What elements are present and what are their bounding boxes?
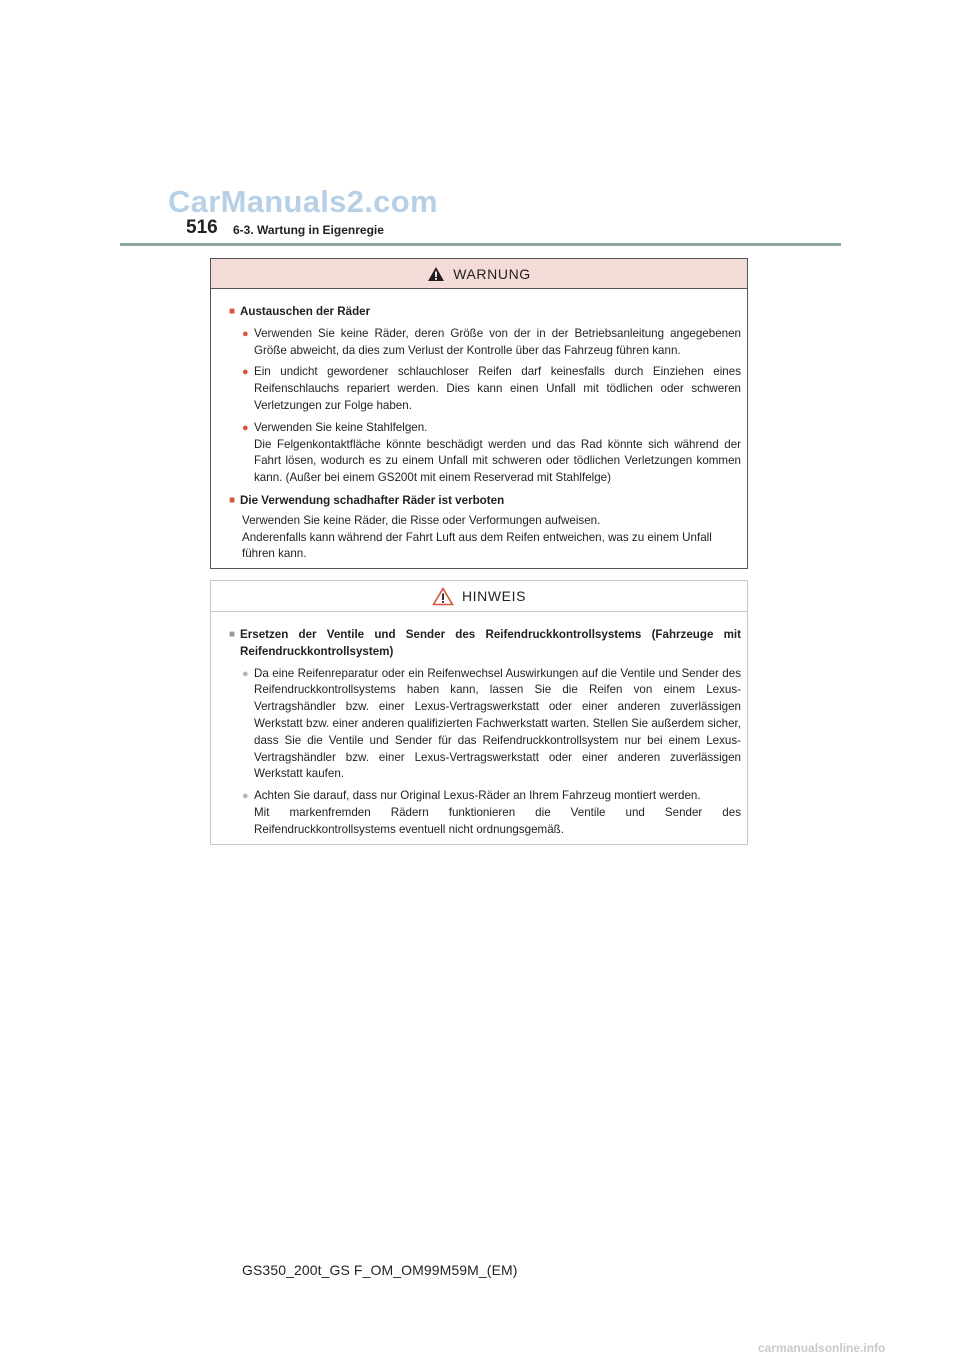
document-code: GS350_200t_GS F_OM_OM99M59M_(EM) (242, 1262, 518, 1278)
notice-body (211, 612, 747, 839)
list-item-lead: Verwenden Sie keine Stahlfelgen. (254, 420, 428, 434)
section-heading: ■ Ersetzen der Ventile und Sender des Reifendruckkontrollsystems (Fahrzeuge mit Reifendruckkontrollsystem) (229, 627, 741, 661)
list-item-lead: Achten Sie darauf, dass nur Original Lexus-Räder an Ihrem Fahrzeug montiert werden. (254, 789, 701, 803)
round-bullet-icon: ● (242, 327, 249, 340)
section-heading: ■ Die Verwendung schadhafter Räder ist verboten (229, 493, 741, 510)
square-bullet-icon: ■ (229, 629, 236, 640)
list-item (229, 788, 741, 838)
paragraph: Anderenfalls kann während der Fahrt Luft aus dem Reifen entweichen, was zu einem Unfall führen kann. (242, 530, 712, 561)
list-item: ● Ein undicht gewordener schlauchloser Reifen darf keinesfalls durch Einziehen eines Reifenschlauchs repariert werden. Dies kann einen Unfall mit tödlichen oder schweren Verletzungen zur Folge haben. (229, 364, 741, 414)
section-heading: ■ Austauschen der Räder (229, 304, 741, 321)
header-rule (120, 243, 841, 246)
round-bullet-icon: ● (242, 366, 249, 379)
round-bullet-icon: ● (242, 667, 249, 680)
list-item-detail: Die Felgenkontaktfläche könnte beschädigt werden und das Rad könnte sich während der Fahrt lösen, wodurch es zu einem Unfall mit schweren oder tödlichen Verletzungen kommen kann. (Außer bei einem GS200t mit einem Reserverad mit Stahlfelge) (254, 437, 741, 485)
section-title: 6-3. Wartung in Eigenregie (233, 223, 384, 237)
list-item: ● Da eine Reifenreparatur oder ein Reifenwechsel Auswirkungen auf die Ventile und Sender des Reifendruckkontrollsystems haben kann, lassen Sie die Reifen von einem Lexus-Vertragshändler bzw. einer Lexus-Vertragswerkstatt oder einer anderen zuverlässigen Werkstatt bzw. einer anderen qualifizierten Fachwerkstatt warten. Stellen Sie außerdem sicher, dass Sie die Ventile und Sender für das Reifendruckkontrollsystem nur bei einem Lexus-Vertragshändler bzw. einer Lexus-Vertragswerkstatt oder einer anderen zuverlässigen Werkstatt kaufen. (229, 666, 741, 784)
warning-body (211, 289, 747, 563)
list-item (229, 420, 741, 487)
watermark-logo-top: CarManuals2.com (168, 184, 438, 219)
notice-box (210, 580, 748, 845)
square-bullet-icon: ■ (229, 494, 236, 506)
paragraph: Verwenden Sie keine Räder, die Risse oder Verformungen aufweisen. (242, 513, 601, 527)
caution-triangle-icon (432, 587, 454, 606)
square-bullet-icon: ■ (229, 306, 236, 317)
list-item: ● Verwenden Sie keine Räder, deren Größe von der in der Betriebsanleitung angegebenen Größe abweicht, da dies zum Verlust der Kontrolle über das Fahrzeug führen kann. (229, 326, 741, 360)
notice-title: HINWEIS (461, 588, 527, 604)
warning-header (211, 259, 747, 289)
round-bullet-icon: ● (242, 790, 249, 803)
page-number: 516 (186, 217, 218, 238)
warning-box (210, 258, 748, 569)
warning-title: WARNUNG (453, 265, 531, 282)
list-item-detail: Mit markenfremden Rädern funktionieren die Ventile und Sender des Reifendruckkontrollsystems eventuell nicht ordnungsgemäß. (254, 805, 741, 836)
round-bullet-icon: ● (242, 421, 249, 434)
watermark-bottom: carmanualsonline.info (758, 1341, 886, 1355)
notice-header (211, 581, 747, 612)
warning-triangle-icon (427, 266, 445, 282)
